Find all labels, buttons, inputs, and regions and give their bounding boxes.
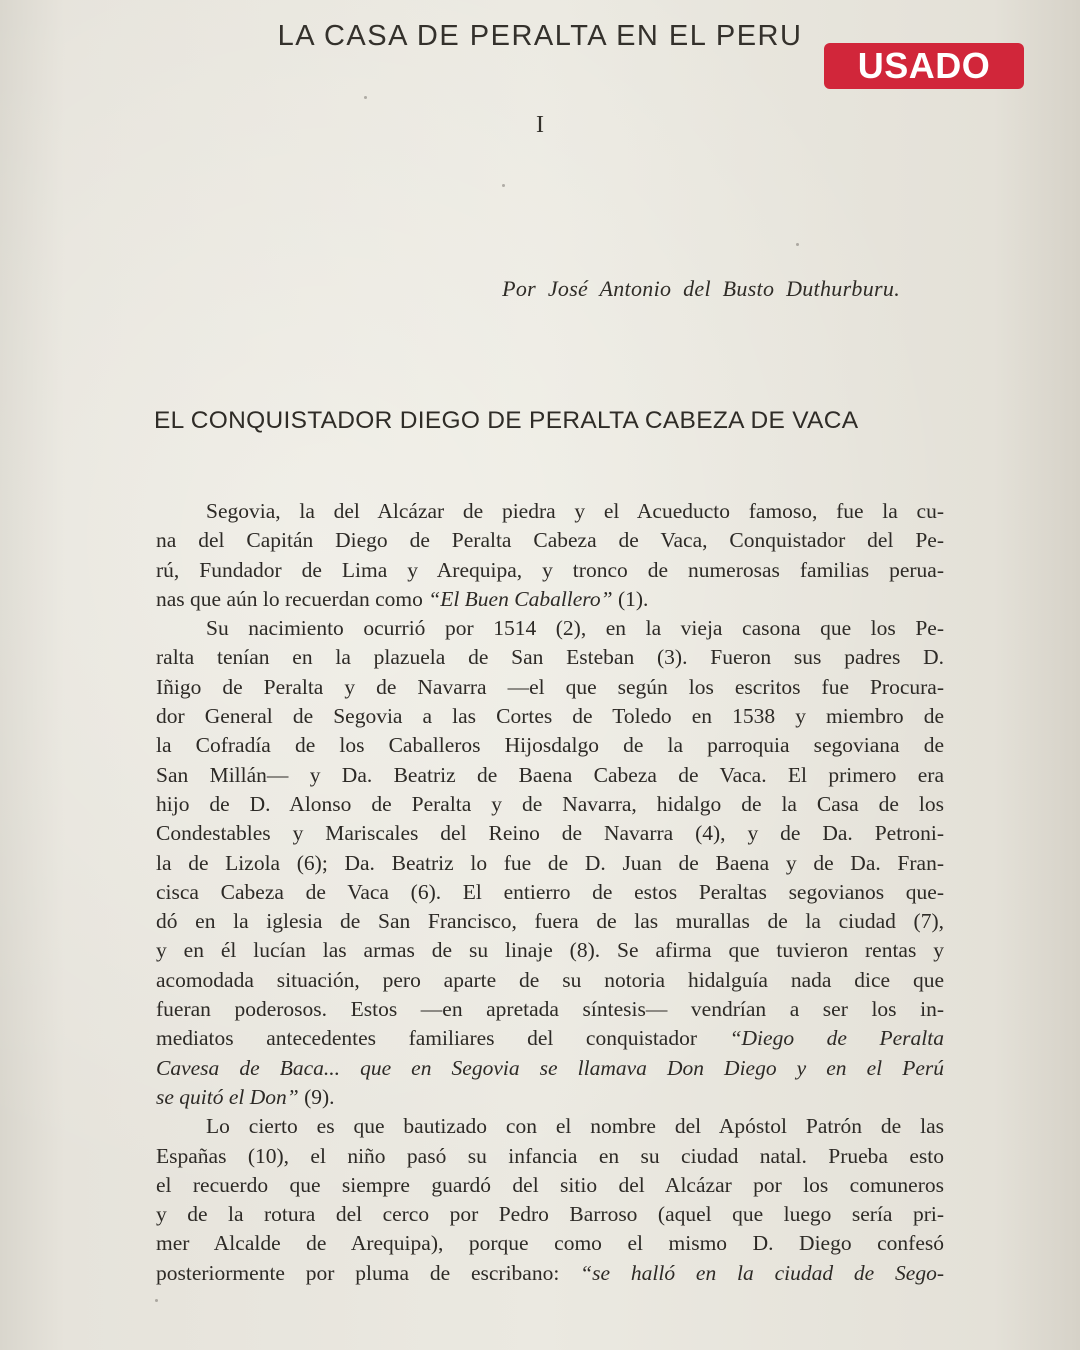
text-line: Condestables y Mariscales del Reino de Navarra (4), y de Da. Petroni- [156, 821, 944, 846]
paper-speck [796, 243, 799, 246]
text-line: dó en la iglesia de San Francisco, fuera de las murallas de la ciudad (7), [156, 909, 944, 934]
text-line: se quitó el Don” (9). [156, 1084, 335, 1109]
text-line: mer Alcalde de Arequipa), porque como el mismo D. Diego confesó [156, 1231, 944, 1256]
text-line: Iñigo de Peralta y de Navarra —el que según los escritos fue Procura- [156, 674, 944, 699]
text-line: y de la rotura del cerco por Pedro Barroso (aquel que luego sería pri- [156, 1202, 944, 1227]
text-line: San Millán— y Da. Beatriz de Baena Cabeza de Vaca. El primero era [156, 762, 944, 787]
paper-speck [364, 96, 367, 99]
chapter-title: EL CONQUISTADOR DIEGO DE PERALTA CABEZA DE VACA [154, 407, 859, 434]
paper-speck [502, 184, 505, 187]
text-line: y en él lucían las armas de su linaje (8). Se afirma que tuvieron rentas y [156, 938, 944, 963]
text-line: la de Lizola (6); Da. Beatriz lo fue de D. Juan de Baena y de Da. Fran- [156, 850, 944, 875]
running-title: LA CASA DE PERALTA EN EL PERU [277, 20, 803, 52]
text-line: na del Capitán Diego de Peralta Cabeza de Vaca, Conquistador del Pe- [156, 528, 944, 553]
text-line: Españas (10), el niño pasó su infancia en su ciudad natal. Prueba esto [156, 1143, 944, 1168]
author-byline: Por José Antonio del Busto Duthurburu. [502, 276, 900, 301]
text-line: posteriormente por pluma de escribano: “se halló en la ciudad de Sego- [156, 1260, 944, 1285]
text-line: Lo cierto es que bautizado con el nombre del Apóstol Patrón de las [206, 1114, 944, 1139]
text-line: la Cofradía de los Caballeros Hijosdalgo de la parroquia segoviana de [156, 733, 944, 758]
text-line: el recuerdo que siempre guardó del sitio del Alcázar por los comuneros [156, 1172, 944, 1197]
text-line: Su nacimiento ocurrió por 1514 (2), en la vieja casona que los Pe- [206, 616, 944, 641]
text-line: nas que aún lo recuerdan como “El Buen Caballero” (1). [156, 586, 649, 611]
text-line: fueran poderosos. Estos —en apretada síntesis— vendrían a ser los in- [156, 997, 944, 1022]
text-line: rú, Fundador de Lima y Arequipa, y tronco de numerosas familias perua- [156, 557, 944, 582]
text-line: hijo de D. Alonso de Peralta y de Navarra, hidalgo de la Casa de los [156, 791, 944, 816]
text-line: dor General de Segovia a las Cortes de Toledo en 1538 y miembro de [156, 704, 944, 729]
text-line: cisca Cabeza de Vaca (6). El entierro de estos Peraltas segovianos que- [156, 879, 944, 904]
text-line: Cavesa de Baca... que en Segovia se llamava Don Diego y en el Perú [156, 1055, 944, 1080]
text-line: mediatos antecedentes familiares del conquistador “Diego de Peralta [156, 1026, 944, 1051]
text-line: Segovia, la del Alcázar de piedra y el Acueducto famoso, fue la cu- [206, 499, 944, 523]
text-line: ralta tenían en la plazuela de San Esteban (3). Fueron sus padres D. [156, 645, 944, 670]
section-number: I [536, 112, 544, 138]
paper-speck [155, 1299, 158, 1302]
used-badge: USADO [824, 43, 1024, 89]
body-text [156, 497, 944, 1288]
text-line: acomodada situación, pero aparte de su notoria hidalguía nada dice que [156, 967, 944, 992]
